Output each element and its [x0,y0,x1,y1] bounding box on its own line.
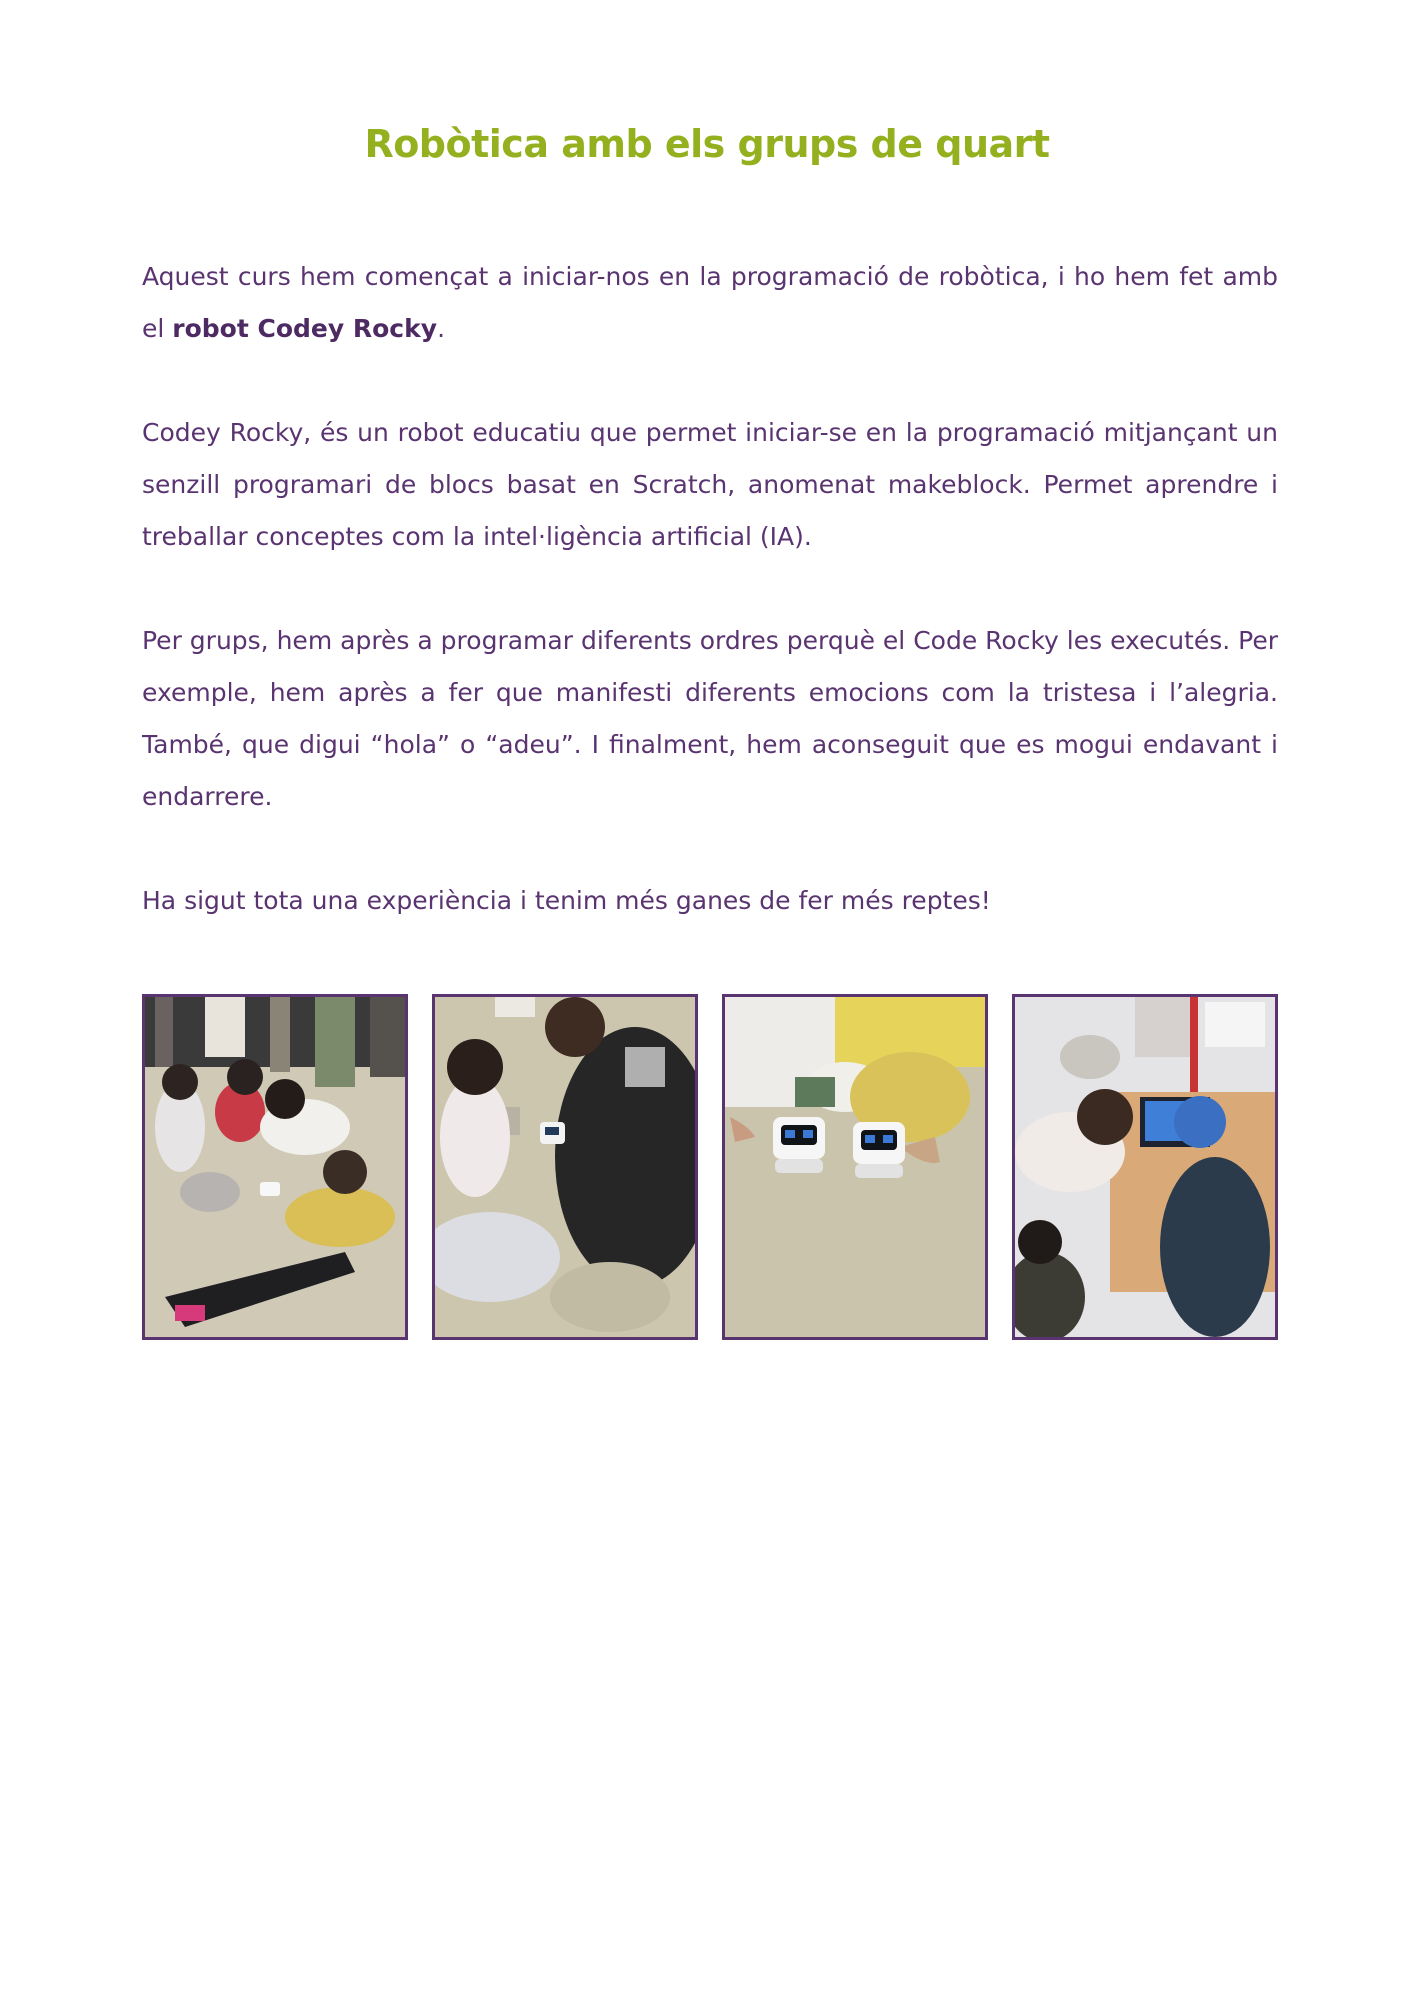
two-codey-rocky-robots-photo [722,994,988,1340]
photo-gallery [142,994,1278,1340]
children-kneeling-by-robot-photo [432,994,698,1340]
paragraph-activities: Per grups, hem après a programar diferents ordres perquè el Code Rocky les executés. Per exemple, hem après a fer que manifesti diferents emocions com la tristesa i l’alegria. També, que digui “hola” o “adeu”. I finalment, hem aconseguit que es mogui endavant i endarrere. [142,626,1278,811]
paragraph-intro-text: Aquest curs hem començat a iniciar-nos en la programació de robòtica, i ho hem fet amb el [142,262,1278,343]
children-at-laptop-photo [1012,994,1278,1340]
article-body [142,251,1278,927]
robot-name-bold: robot Codey Rocky [172,314,438,343]
paragraph-description: Codey Rocky, és un robot educatiu que permet iniciar-se en la programació mitjançant un senzill programari de blocs basat en Scratch, anomenat makeblock. Permet aprendre i treballar conceptes com la intel·ligència artificial (IA). [142,418,1278,551]
paragraph-closing: Ha sigut tota una experiència i tenim més ganes de fer més reptes! [142,886,991,915]
children-on-floor-with-robot-photo [142,994,408,1340]
paragraph-intro [142,251,1278,355]
page-title: Robòtica amb els grups de quart [364,122,1050,166]
paragraph-intro-end: . [437,314,446,343]
